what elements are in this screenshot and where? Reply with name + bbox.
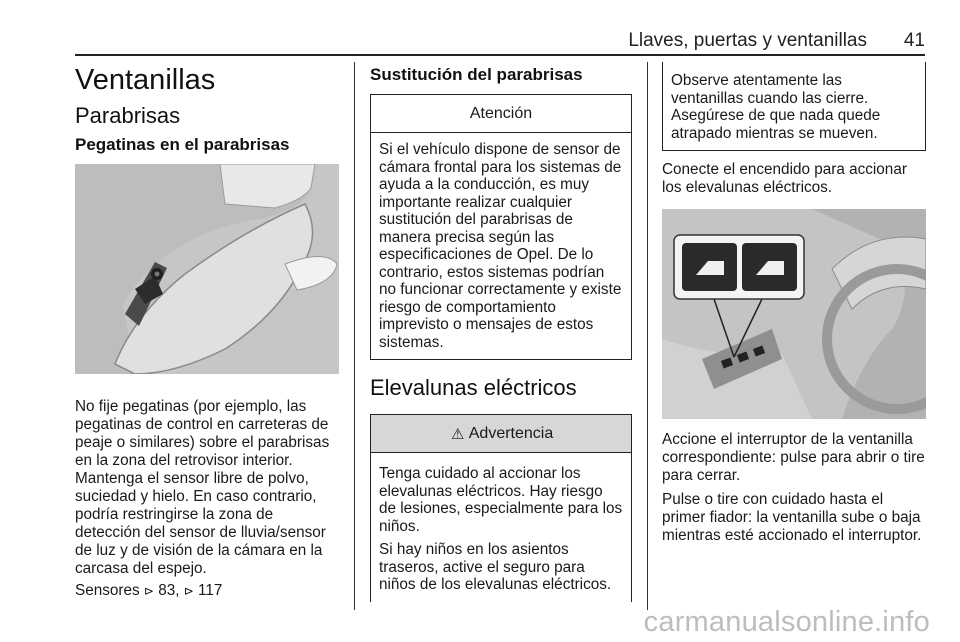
attention-box [370,94,632,360]
page-number: 41 [903,30,925,51]
windshield-mirror-illustration [75,164,339,374]
warning-paragraph: Observe atentamente las ventanillas cuando las cierre. Asegúrese de que nada quede atrapado mientras se mueven. [671,72,881,142]
column-middle [370,62,632,602]
sensors-reference: Sensores ⊳ 83, ⊳ 117 [75,582,223,599]
header-title: Llaves, puertas y ventanillas [628,30,867,51]
warning-header [371,415,631,453]
warning-box-continued [662,62,926,151]
paragraph: Pulse o tire con cuidado hasta el primer fiador: la ventanilla sube o baja mientras esté accionado el interruptor. [662,491,922,544]
door-panel-drawing [662,209,926,419]
topic-title: Sustitución del parabrisas [370,65,583,84]
watermark: carmanualsonline.info [643,606,930,638]
reference-arrow-icon: ⊳ [143,584,154,598]
paragraph: Conecte el encendido para accionar los elevalunas eléctricos. [662,161,907,196]
column-divider [647,62,648,610]
warning-icon: ⚠ [451,425,465,443]
warning-title: Advertencia [468,424,554,442]
reference-arrow-icon: ⊳ [183,584,194,598]
warning-box [370,414,632,602]
topic-title: Pegatinas en el parabrisas [75,135,290,154]
warning-body [371,453,631,602]
attention-text: Si el vehículo dispone de sensor de cámara frontal para los sistemas de ayuda a la conducción, es muy importante realizar cualquier sustitución del parabrisas de manera precisa según las especificaciones de Opel. De lo contrario, estos sistemas podrían no funcionar correctamente y existe riesgo de comportamiento imprevisto o mensajes de estos sistemas. [379,141,622,351]
mirror-housing-drawing [75,164,339,374]
column-left [75,62,339,600]
attention-title: Atención [371,95,631,133]
paragraph: No fije pegatinas (por ejemplo, las pegatinas de control en carreteras de peaje o similares) sobre el parabrisas en la zona del retrovisor interior. Mantenga el sensor libre de polvo, suciedad y hielo. En caso contrario, podría restringirse la zona de detección del sensor de lluvia/sensor de luz y de visión de la cámara en la carcasa del espejo. [75,398,330,577]
column-right [662,62,926,545]
subsection-title: Parabrisas [75,103,181,128]
warning-paragraph: Tenga cuidado al accionar los elevalunas eléctricos. Hay riesgo de lesiones, especialmente para los niños. [379,465,623,535]
subsection-title: Elevalunas eléctricos [370,375,577,400]
sensors-label: Sensores [75,582,140,599]
column-divider [354,62,355,610]
page-reference-link[interactable]: 117 [198,582,223,599]
window-switch-illustration [662,209,926,419]
section-title: Ventanillas [75,64,216,96]
warning-paragraph: Si hay niños en los asientos traseros, active el seguro para niños de los elevalunas eléctricos. [379,541,612,593]
header-rule [75,54,925,56]
paragraph: Accione el interruptor de la ventanilla correspondiente: pulse para abrir o tire para cerrar. [662,431,925,484]
page-header [75,30,925,52]
page-reference-link[interactable]: 83 [158,582,176,599]
